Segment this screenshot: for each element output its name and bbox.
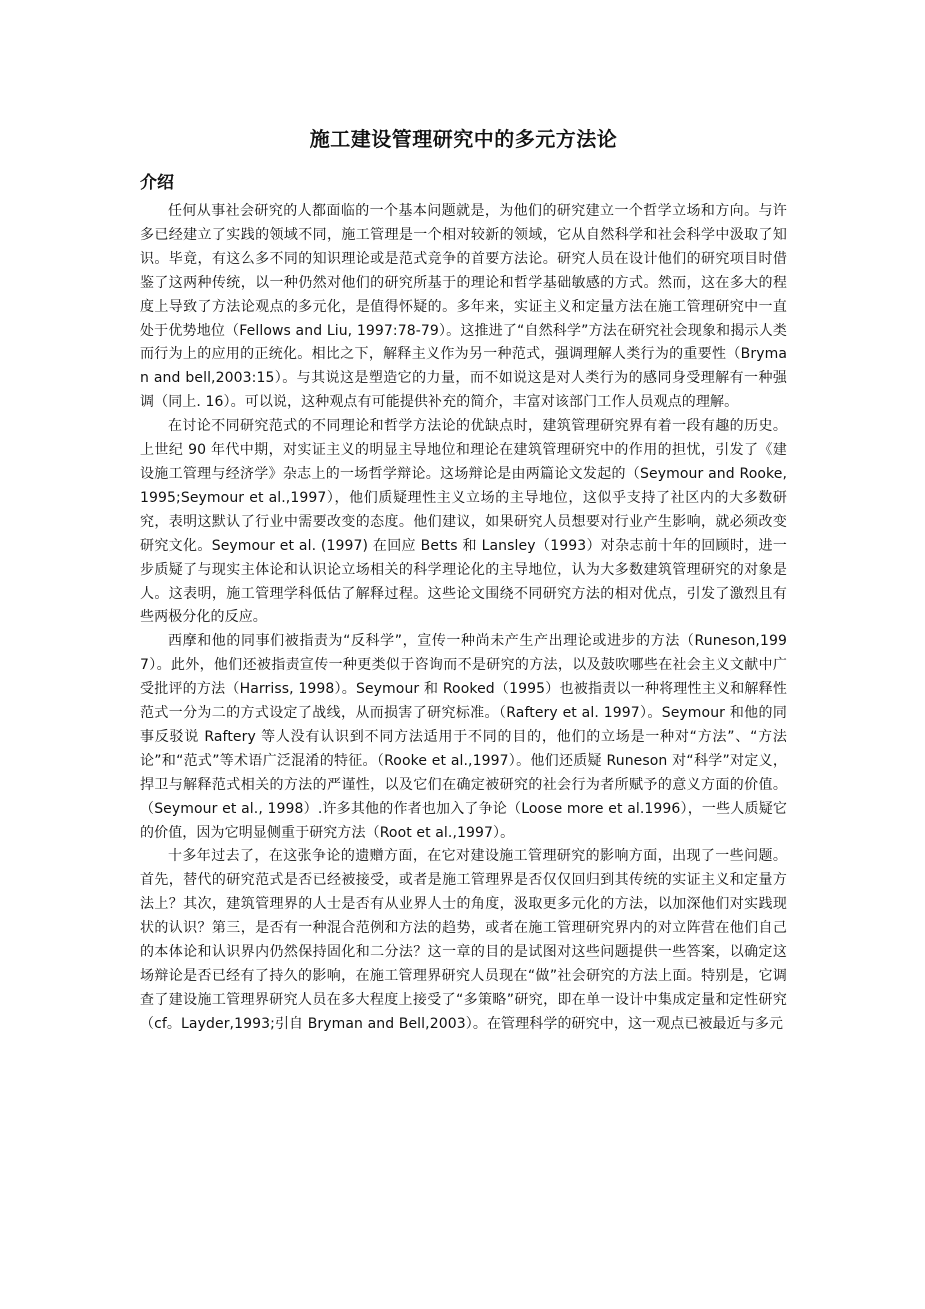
document-title: 施工建设管理研究中的多元方法论: [309, 127, 618, 151]
paragraph-3: 西摩和他的同事们被指责为“反科学”，宣传一种尚未产生产出理论或进步的方法（Runeson,1997）。此外，他们还被指责宣传一种更类似于咨询而不是研究的方法，以及鼓吹哪些在社会主义文献中广受批评的方法（Harriss, 1998）。Seymour 和 Rooked（1995）也被指责以一种将理性主义和解释性范式一分为二的方式设定了战线，从而损害了研究标准。（Raftery et al. 1997）。Seymour 和他的同事反驳说 Raftery 等人没有认识到不同方法适用于不同的目的，他们的立场是一种对“方法”、“方法论”和“范式”等术语广泛混淆的特征。（Rooke et al.,1997）。他们还质疑 Runeson 对“科学”对定义，捍卫与解释范式相关的方法的严谨性，以及它们在确定被研究的社会行为者所赋予的意义方面的价值。（Seymour et al., 1998）.许多其他的作者也加入了争论（Loose more et al.1996），一些人质疑它的价值，因为它明显侧重于研究方法（Root et al.,1997）。: [140, 633, 787, 841]
paragraph-2: 在讨论不同研究范式的不同理论和哲学方法论的优缺点时，建筑管理研究界有着一段有趣的历史。上世纪 90 年代中期，对实证主义的明显主导地位和理论在建筑管理研究中的作用的担忧，引发了《建设施工管理与经济学》杂志上的一场哲学辩论。这场辩论是由两篇论文发起的（Seymour and Rooke,1995;Seymour et al.,1997），他们质疑理性主义立场的主导地位，这似乎支持了社区内的大多数研究，表明这默认了行业中需要改变的态度。他们建议，如果研究人员想要对行业产生影响，就必须改变研究文化。Seymour et al. (1997) 在回应 Betts 和 Lansley（1993）对杂志前十年的回顾时，进一步质疑了与现实主体论和认识论立场相关的科学理论化的主导地位，认为大多数建筑管理研究的对象是人。这表明，施工管理学科低估了解释过程。这些论文围绕不同研究方法的相对优点，引发了激烈且有些两极分化的反应。: [140, 418, 787, 626]
paragraph-4: 十多年过去了，在这张争论的遗赠方面，在它对建设施工管理研究的影响方面，出现了一些问题。首先，替代的研究范式是否已经被接受，或者是施工管理界是否仅仅回归到其传统的实证主义和定量方法上？其次，建筑管理界的人士是否有从业界人士的角度，汲取更多元化的方法，以加深他们对实践现状的认识？第三，是否有一种混合范例和方法的趋势，或者在施工管理研究界内的对立阵营在他们自己的本体论和认识界内仍然保持固化和二分法？这一章的目的是试图对这些问题提供一些答案，以确定这场辩论是否已经有了持久的影响，在施工管理界研究人员现在“做”社会研究的方法上面。特别是，它调查了建设施工管理界研究人员在多大程度上接受了“多策略”研究，即在单一设计中集成定量和定性研究（cf。Layder,1993;引自 Bryman and Bell,2003）。在管理科学的研究中，这一观点已被最近与多元: [140, 848, 787, 1032]
paragraph-1: 任何从事社会研究的人都面临的一个基本问题就是，为他们的研究建立一个哲学立场和方向。与许多已经建立了实践的领域不同，施工管理是一个相对较新的领域，它从自然科学和社会科学中汲取了知识。毕竟，有这么多不同的知识理论或是范式竞争的首要方法论。研究人员在设计他们的研究项目时借鉴了这两种传统，以一种仍然对他们的研究所基于的理论和哲学基础敏感的方式。然而，这在多大的程度上导致了方法论观点的多元化，是值得怀疑的。多年来，实证主义和定量方法在施工管理研究中一直处于优势地位（Fellows and Liu, 1997:78-79）。这推进了“自然科学”方法在研究社会现象和揭示人类而行为上的应用的正统化。相比之下，解释主义作为另一种范式，强调理解人类行为的重要性（Bryman and bell,2003:15）。与其说这是塑造它的力量，而不如说这是对人类行为的感同身受理解有一种强调（同上. 16）。可以说，这种观点有可能提供补充的简介，丰富对该部门工作人员观点的理解。: [140, 203, 787, 411]
section-heading: 介绍: [140, 173, 174, 193]
document-page: [140, 126, 787, 1037]
